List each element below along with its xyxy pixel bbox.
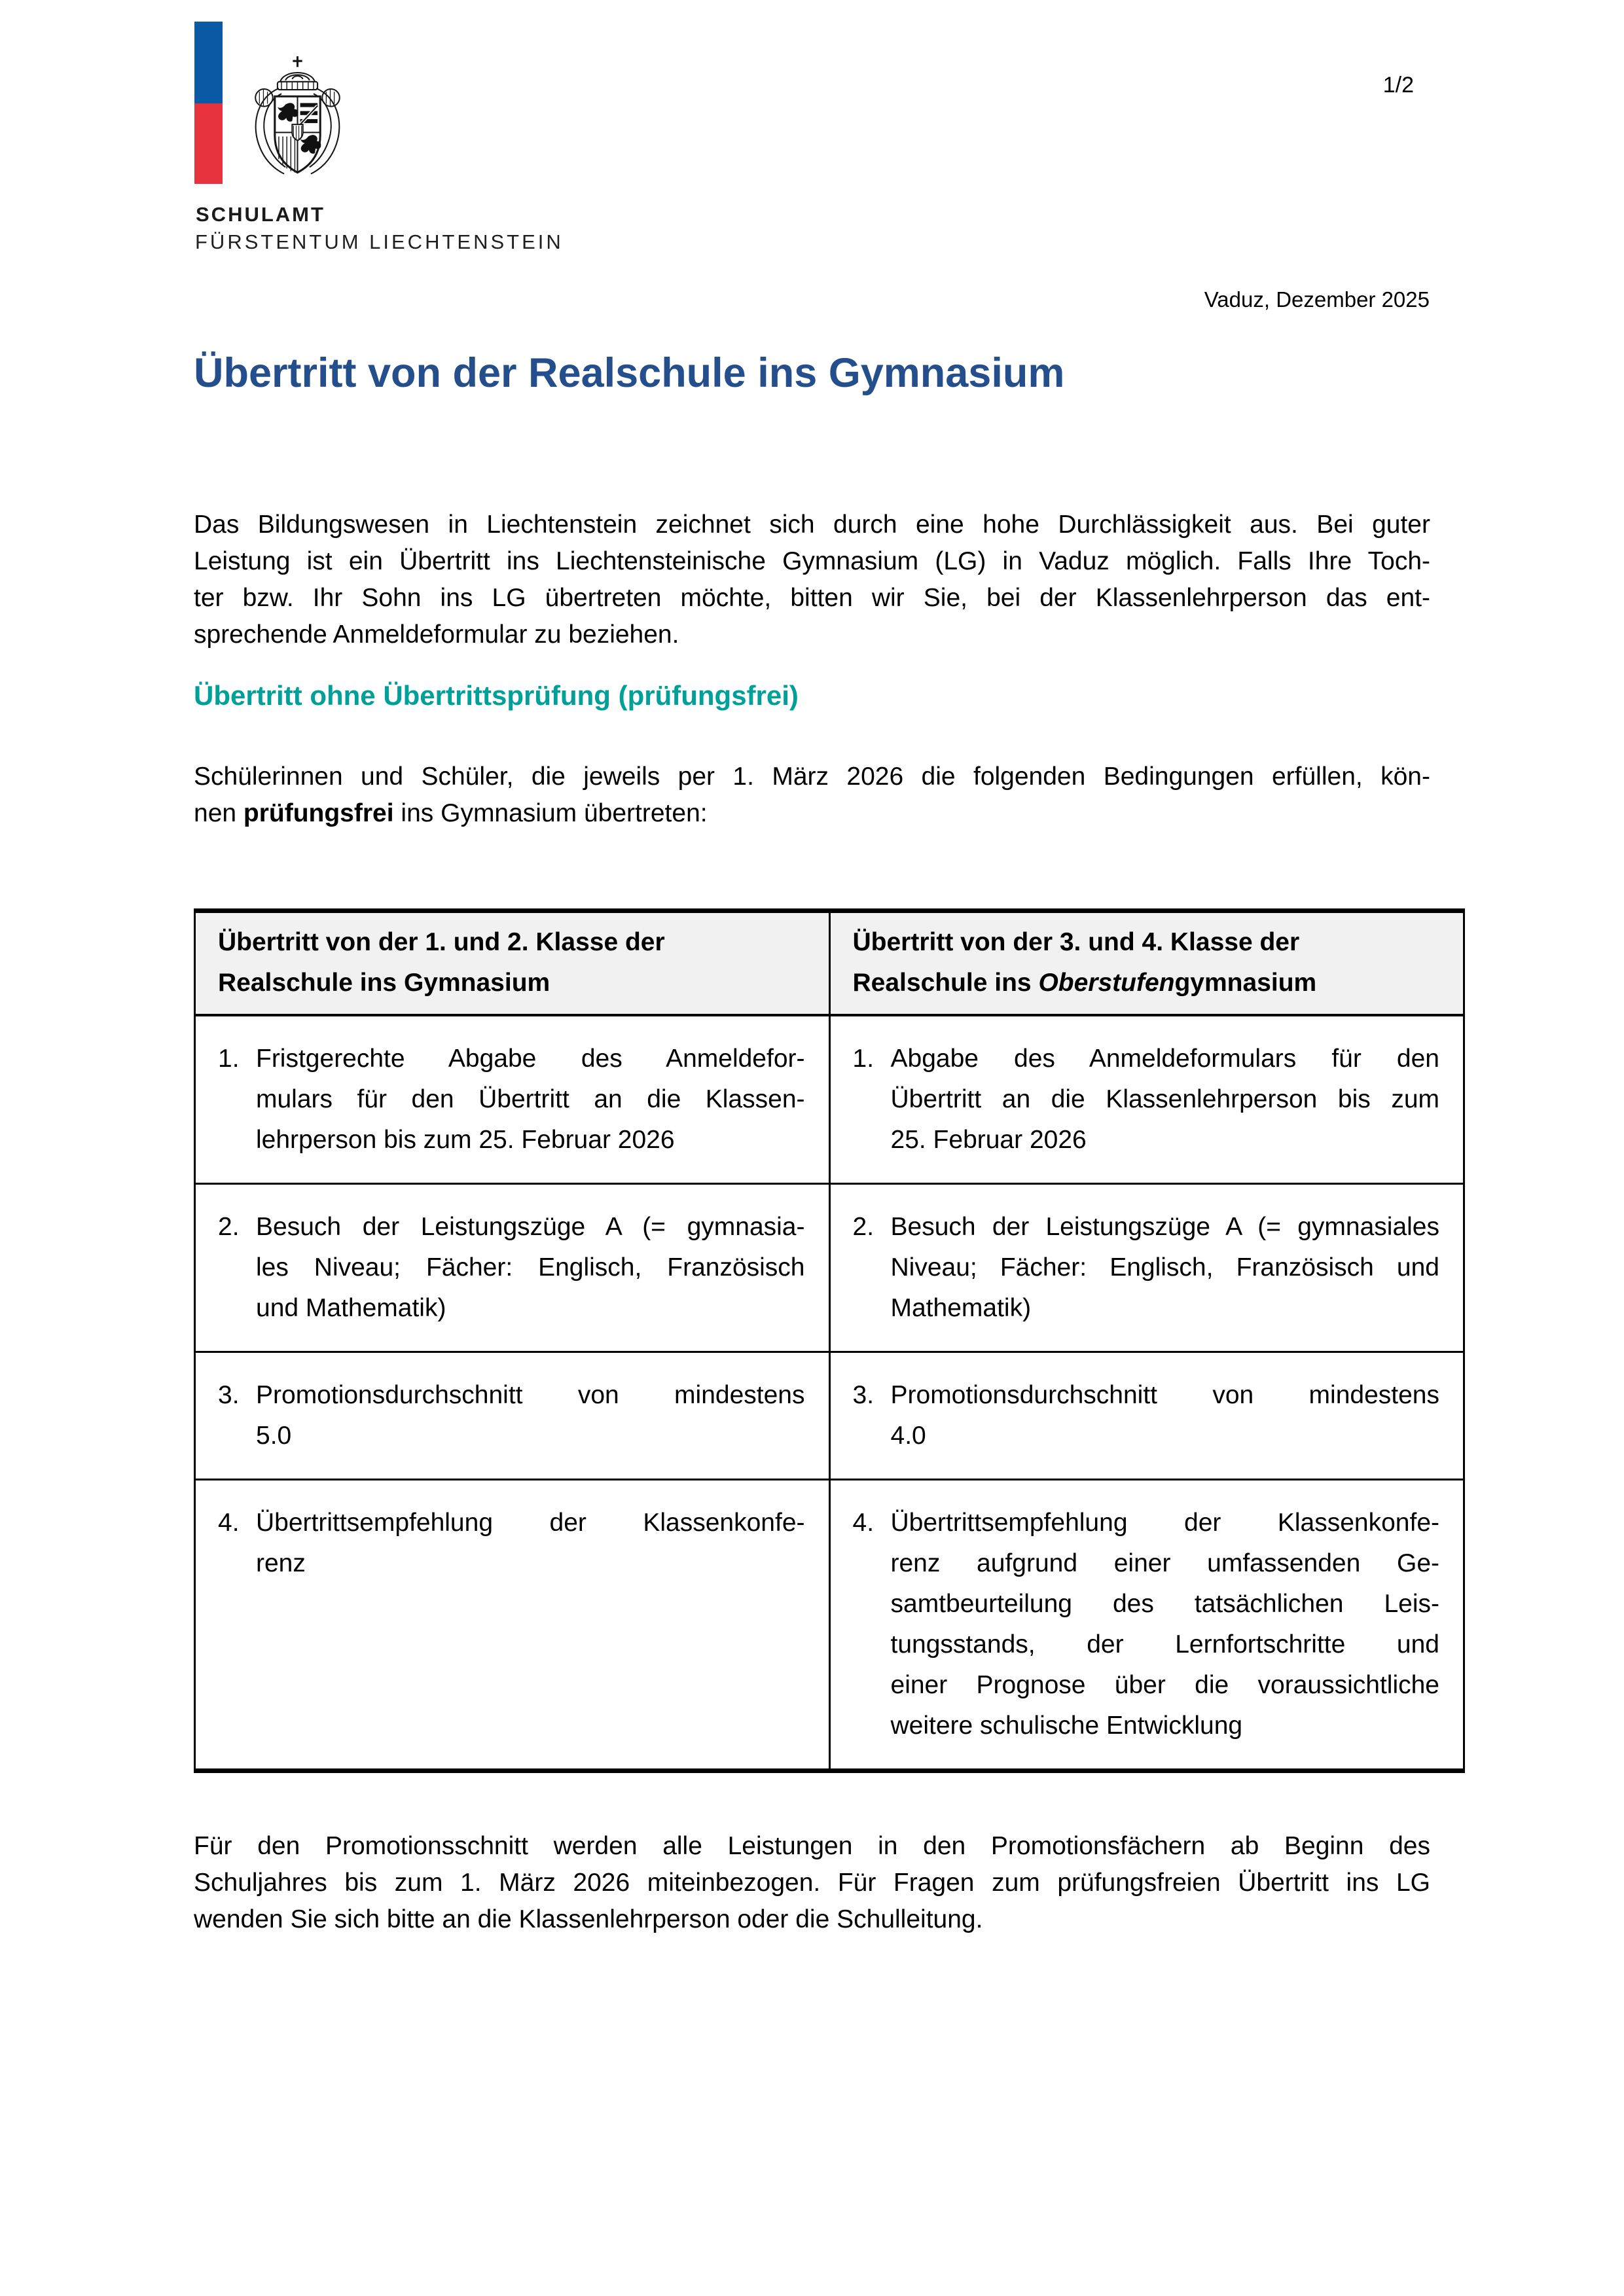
intro-paragraph: [194, 507, 1430, 653]
text-line: renz: [256, 1549, 306, 1577]
document-title: Übertritt von der Realschule ins Gymnasium: [194, 350, 1065, 396]
list-number: 1.: [218, 1045, 240, 1073]
list-number: 4.: [852, 1509, 875, 1537]
date-line: Vaduz, Dezember 2025: [1204, 287, 1430, 312]
text-line: Übertritt an die Klassenlehrperson bis zum: [890, 1085, 1439, 1113]
text-line: 25. Februar 2026: [890, 1126, 1087, 1154]
text-line: Niveau; Fächer: Englisch, Französisch und: [890, 1253, 1439, 1282]
table-row: [195, 1480, 1464, 1771]
transfer-conditions-table: [194, 908, 1465, 1773]
org-name: SCHULAMT: [196, 203, 325, 226]
list-number: 1.: [852, 1045, 875, 1073]
text-line: Besuch der Leistungszüge A (= gymnasiales: [890, 1213, 1439, 1241]
table-row: [195, 1184, 1464, 1352]
closing-paragraph: [194, 1828, 1430, 1938]
text-line: Besuch der Leistungszüge A (= gymnasia-: [256, 1213, 805, 1241]
list-item-text: [891, 1503, 1440, 1746]
liechtenstein-coat-of-arms-icon: [244, 55, 352, 186]
document-body: [0, 347, 1624, 1938]
bold-text-segment: prüfungsfrei: [243, 799, 394, 827]
table-cell: [195, 1480, 830, 1771]
table-cell: [829, 1480, 1464, 1771]
list-item-text: [891, 1207, 1440, 1329]
logo-bar-blue-segment: [194, 22, 223, 103]
list-item-text: [256, 1039, 805, 1160]
text-segment: Realschule ins: [852, 969, 1039, 997]
text-line: Übertrittsempfehlung der Klassenkonfe-: [890, 1509, 1439, 1537]
text-line: 4.0: [890, 1422, 926, 1450]
table-cell: [195, 1015, 830, 1184]
text-line: Fristgerechte Abgabe des Anmeldefor-: [256, 1045, 805, 1073]
text-line: Schülerinnen und Schüler, die jeweils per 1. März 2026 die folgenden Bedingungen erfüllen, kön-: [194, 762, 1430, 791]
text-segment: nen: [194, 799, 244, 827]
text-line: wenden Sie sich bitte an die Klassenlehrperson oder die Schulleitung.: [194, 1905, 983, 1933]
list-item-text: [256, 1375, 805, 1456]
list-number: 3.: [218, 1381, 240, 1409]
list-item-text: [891, 1375, 1440, 1456]
conditions-intro-paragraph: [194, 759, 1430, 832]
text-line: Übertritt von der 3. und 4. Klasse der: [852, 928, 1300, 956]
table-header-cell-right: [829, 911, 1464, 1016]
text-line: einer Prognose über die voraussichtliche: [890, 1671, 1439, 1699]
list-item-text: [256, 1503, 805, 1584]
text-line: Übertritt von der 1. und 2. Klasse der: [218, 928, 665, 956]
text-line: Leistung ist ein Übertritt ins Liechtensteinische Gymnasium (LG) in Vaduz möglich. Falls Ihre Toch-: [194, 547, 1430, 575]
text-line: 5.0: [256, 1422, 292, 1450]
list-item-text: [891, 1039, 1440, 1160]
text-line: [194, 795, 1430, 832]
text-line: Promotionsdurchschnitt von mindestens: [890, 1381, 1439, 1409]
text-line: renz aufgrund einer umfassenden Ge-: [890, 1549, 1439, 1577]
table-cell: [195, 1184, 830, 1352]
list-number: 2.: [852, 1213, 875, 1241]
table-cell: [195, 1352, 830, 1480]
table-header-cell-left: [195, 911, 830, 1016]
text-segment: gymnasium: [1174, 969, 1317, 997]
text-line: sprechende Anmeldeformular zu beziehen.: [194, 620, 679, 649]
table-header-row: [195, 911, 1464, 1016]
text-segment: ins Gymnasium übertreten:: [393, 799, 708, 827]
text-line: tungsstands, der Lernfortschritte und: [890, 1630, 1439, 1659]
list-number: 2.: [218, 1213, 240, 1241]
list-item-text: [256, 1207, 805, 1329]
text-line: Realschule ins Gymnasium: [218, 969, 550, 997]
table-cell: [829, 1352, 1464, 1480]
section-heading: Übertritt ohne Übertrittsprüfung (prüfungsfrei): [194, 680, 799, 711]
text-line: lehrperson bis zum 25. Februar 2026: [256, 1126, 675, 1154]
text-line: Abgabe des Anmeldeformulars für den: [890, 1045, 1439, 1073]
page-number: 1/2: [1382, 73, 1414, 98]
text-line: Übertrittsempfehlung der Klassenkonfe-: [256, 1509, 805, 1537]
table-row: [195, 1015, 1464, 1184]
text-line: weitere schulische Entwicklung: [890, 1712, 1243, 1740]
logo-bar-red-segment: [194, 103, 223, 184]
text-line: Für den Promotionsschnitt werden alle Leistungen in den Promotionsfächern ab Beginn des: [194, 1832, 1430, 1860]
org-subtitle: FÜRSTENTUM LIECHTENSTEIN: [195, 230, 564, 253]
text-line: Schuljahres bis zum 1. März 2026 miteinbezogen. Für Fragen zum prüfungsfreien Übertritt ins LG: [194, 1869, 1430, 1897]
text-line: mulars für den Übertritt an die Klassen-: [256, 1085, 805, 1113]
table-row: [195, 1352, 1464, 1480]
table-cell: [829, 1015, 1464, 1184]
text-line: les Niveau; Fächer: Englisch, Französisch: [256, 1253, 805, 1282]
logo-bar: [194, 22, 223, 184]
text-line: Mathematik): [890, 1294, 1032, 1322]
text-line: Promotionsdurchschnitt von mindestens: [256, 1381, 805, 1409]
list-number: 4.: [218, 1509, 240, 1537]
italic-text-segment: Oberstufen: [1038, 969, 1175, 997]
text-line: und Mathematik): [256, 1294, 446, 1322]
text-line: ter bzw. Ihr Sohn ins LG übertreten möchte, bitten wir Sie, bei der Klassenlehrperson das ent-: [194, 584, 1430, 612]
list-number: 3.: [852, 1381, 875, 1409]
text-line: Das Bildungswesen in Liechtenstein zeichnet sich durch eine hohe Durchlässigkeit aus. Bei guter: [194, 511, 1430, 539]
text-line: [853, 963, 1440, 1003]
text-line: samtbeurteilung des tatsächlichen Leis-: [890, 1590, 1439, 1618]
table-cell: [829, 1184, 1464, 1352]
